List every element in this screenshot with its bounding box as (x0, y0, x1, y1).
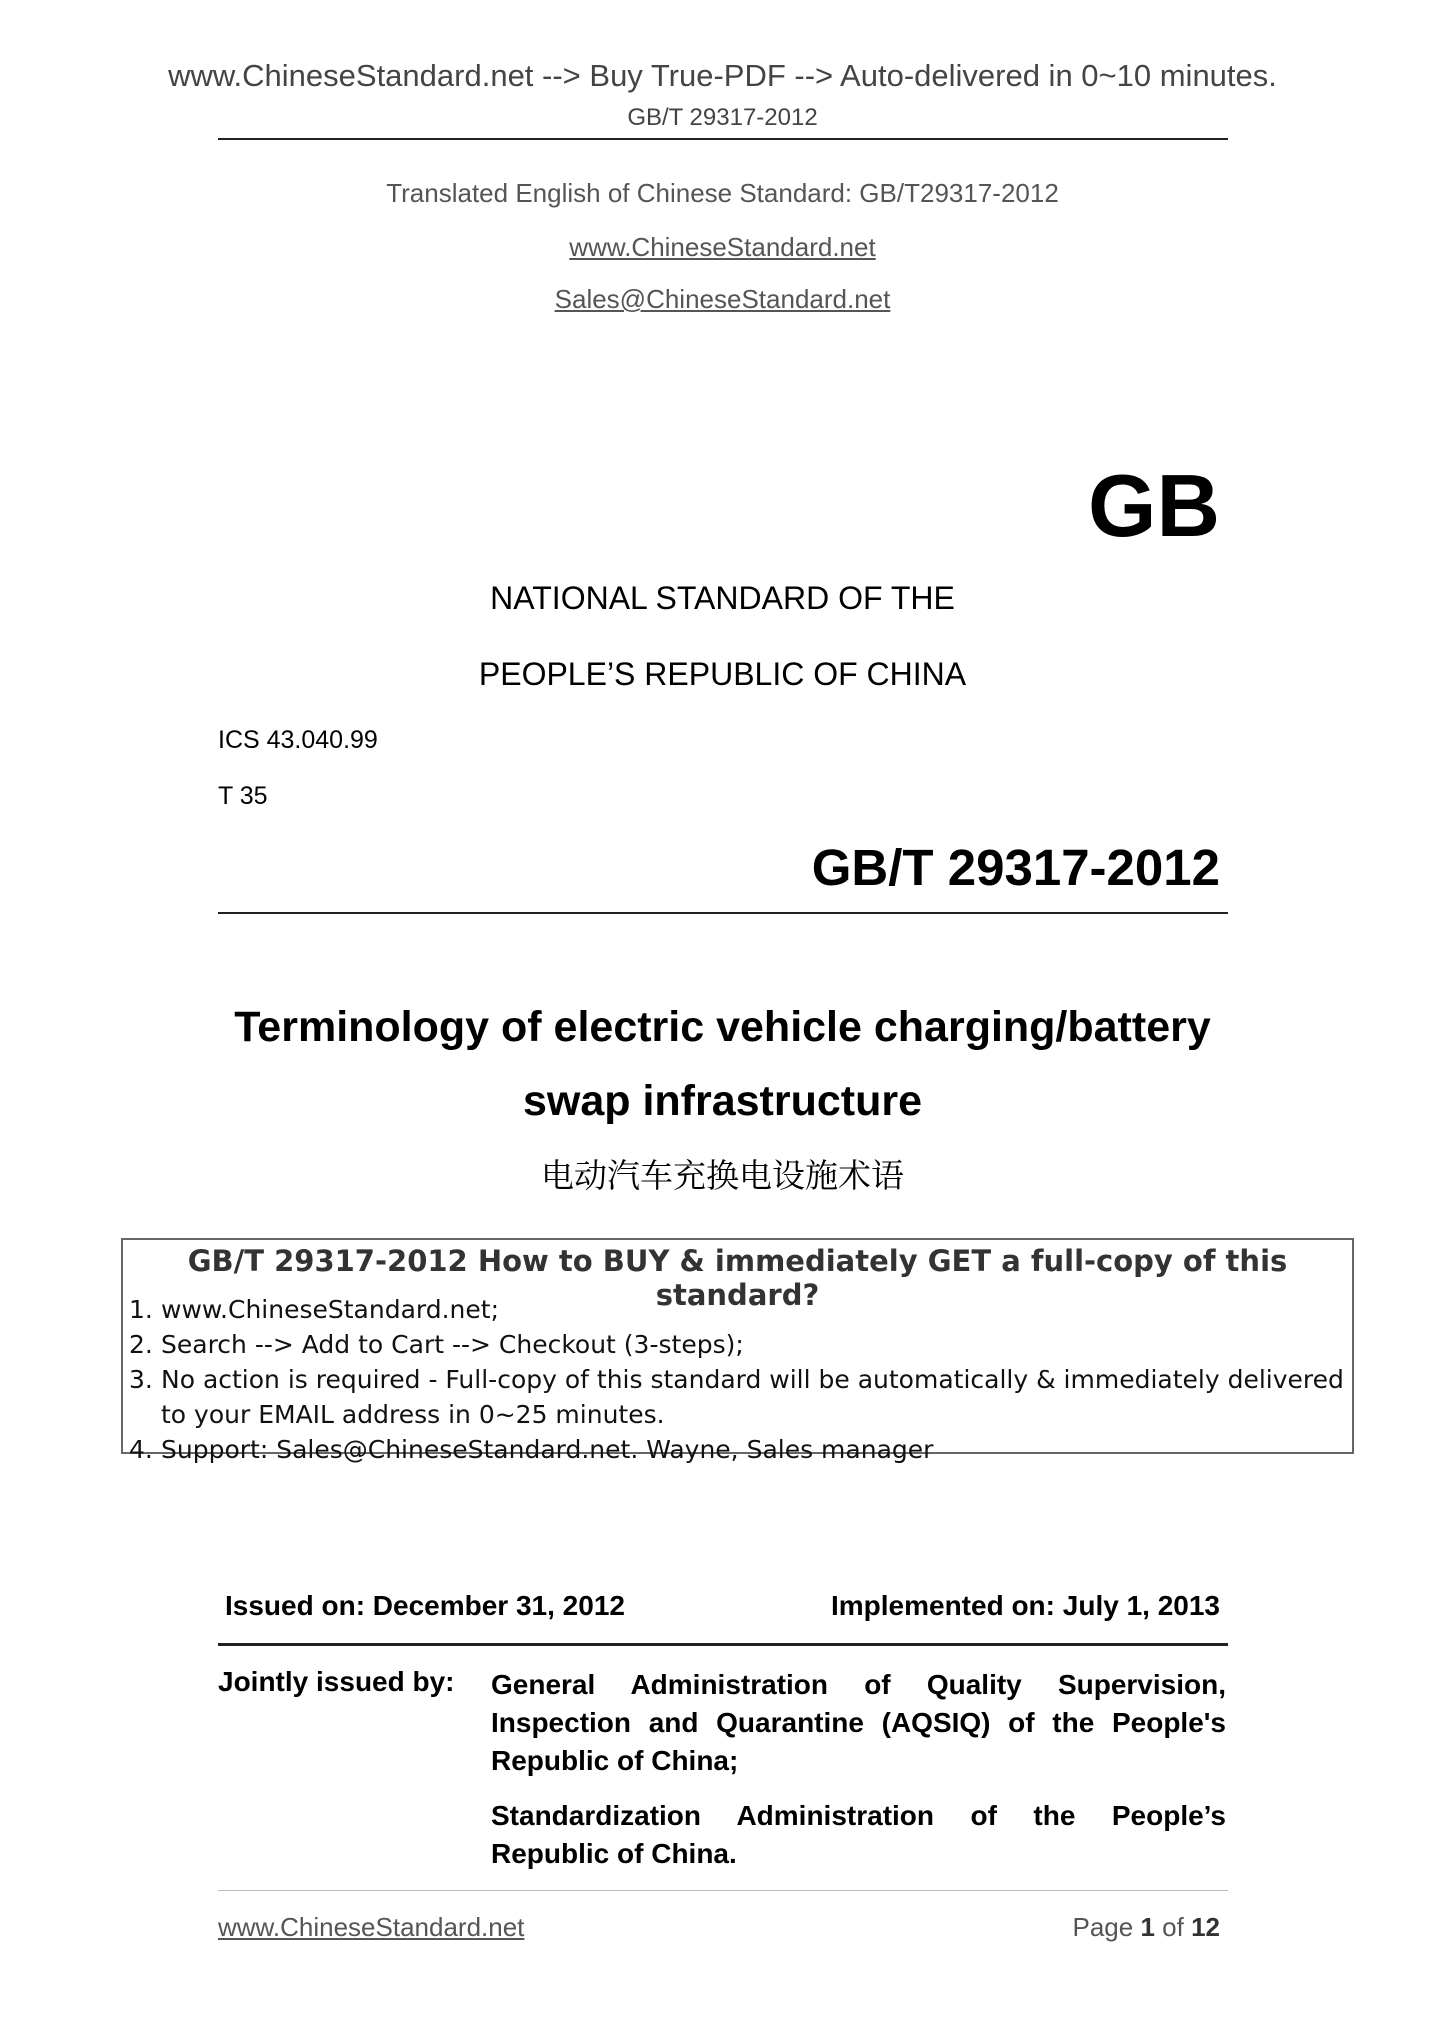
dates-divider (218, 1643, 1228, 1646)
purchase-steps-list (129, 1292, 1346, 1467)
list-item (129, 1292, 1346, 1327)
list-number: 4. (129, 1435, 153, 1464)
national-standard-line2: PEOPLE’S REPUBLIC OF CHINA (478, 656, 967, 692)
title-divider (218, 912, 1228, 914)
header-standard-code: GB/T 29317-2012 (627, 104, 818, 131)
issuer-sac: Standardization Administration of the People’s Republic of China. (491, 1800, 1226, 1869)
chinese-title: 电动汽车充换电设施术语 (541, 1156, 904, 1195)
list-text: No action is required - Full-copy of this standard will be automatically & immediately delivered to your EMAIL address in 0~25 minutes. (161, 1365, 1344, 1429)
footer-divider (218, 1890, 1228, 1891)
standard-code: GB/T 29317-2012 (811, 839, 1220, 896)
list-text: Search --> Add to Cart --> Checkout (3-steps); (161, 1330, 744, 1359)
implemented-date: Implemented on: July 1, 2013 (830, 1590, 1220, 1621)
page-of: of (1162, 1912, 1184, 1942)
sales-email-link[interactable]: Sales@ChineseStandard.net (554, 284, 891, 314)
jointly-issued-label: Jointly issued by: (218, 1666, 455, 1697)
top-banner: www.ChineseStandard.net --> Buy True-PDF --> Auto-delivered in 0~10 minutes. (168, 58, 1277, 93)
ics-code: ICS 43.040.99 (218, 726, 378, 754)
list-text: Support: Sales@ChineseStandard.net. Wayne, Sales manager (161, 1435, 934, 1464)
list-item (129, 1327, 1346, 1362)
title-line2: swap infrastructure (522, 1077, 923, 1125)
issuer-aqsiq: General Administration of Quality Supervision, Inspection and Quarantine (AQSIQ) of the People's Republic of China; (491, 1669, 1226, 1776)
gb-mark: GB (1088, 456, 1220, 555)
national-standard-line1: NATIONAL STANDARD OF THE (490, 580, 955, 616)
header-divider (218, 138, 1228, 140)
page-prefix: Page (1072, 1912, 1134, 1942)
title-line1: Terminology of electric vehicle charging/battery (234, 1003, 1211, 1051)
purchase-info-box (121, 1238, 1354, 1464)
list-number: 3. (129, 1365, 153, 1394)
translated-notice: Translated English of Chinese Standard: GB/T29317-2012 (386, 178, 1059, 208)
website-link[interactable]: www.ChineseStandard.net (569, 232, 876, 262)
list-item (129, 1432, 1346, 1467)
document-title (0, 990, 1445, 1138)
list-number: 2. (129, 1330, 153, 1359)
list-text: www.ChineseStandard.net; (161, 1295, 500, 1324)
page-number (1072, 1912, 1220, 1943)
page-total: 12 (1191, 1912, 1220, 1942)
list-number: 1. (129, 1295, 153, 1324)
footer-website-link[interactable]: www.ChineseStandard.net (218, 1912, 525, 1942)
list-item (129, 1362, 1346, 1432)
purchase-box-title: GB/T 29317-2012 How to BUY & immediately GET a full-copy of this standard? (187, 1244, 1288, 1312)
issued-date: Issued on: December 31, 2012 (225, 1590, 625, 1621)
classification-code: T 35 (218, 782, 268, 810)
page-current: 1 (1140, 1912, 1155, 1942)
